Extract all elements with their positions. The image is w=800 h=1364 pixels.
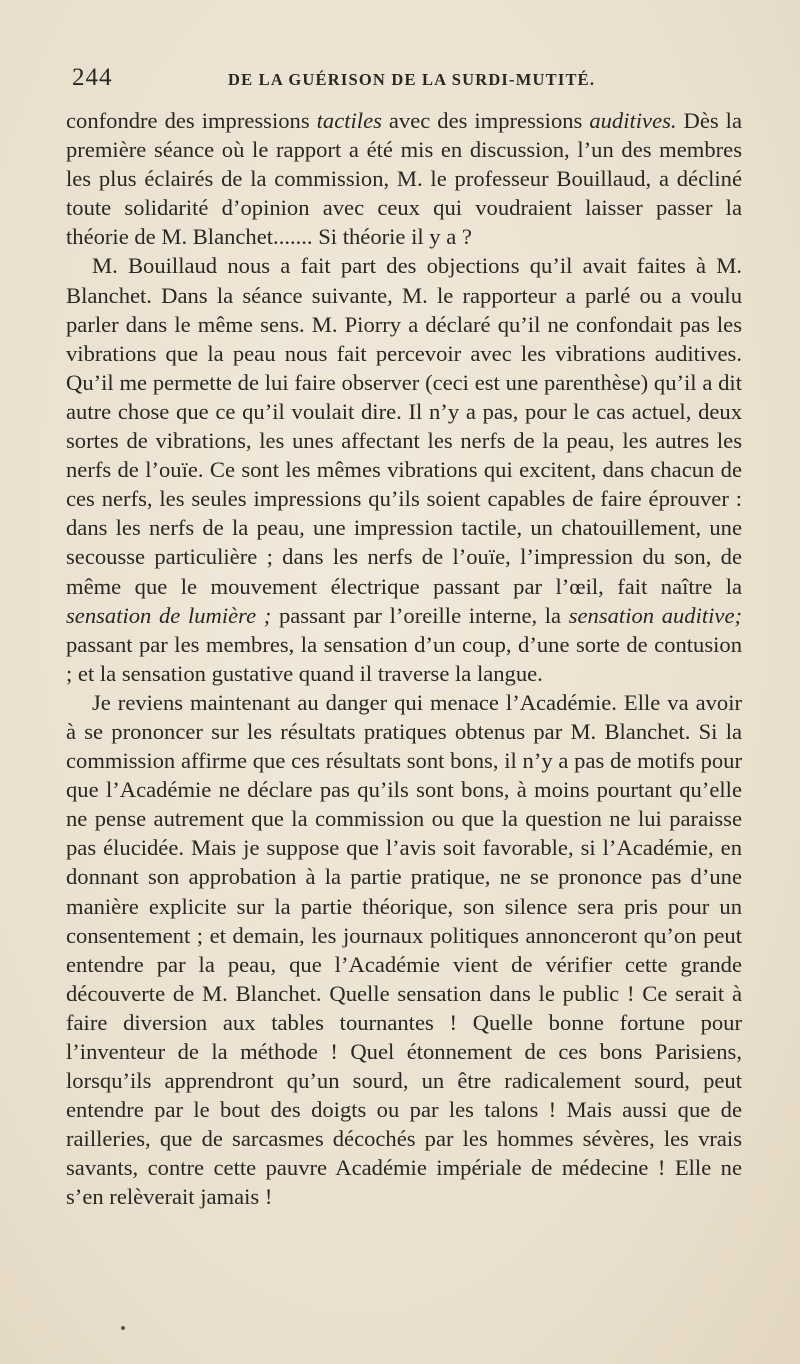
running-title: DE LA GUÉRISON DE LA SURDI-MUTITÉ. <box>228 70 596 89</box>
text-run: avec des impressions <box>381 108 590 133</box>
paragraph-1 <box>66 106 742 251</box>
text-run: confondre des impressions <box>66 108 317 133</box>
italic-run: auditives. <box>589 108 677 133</box>
paragraph-2 <box>66 251 742 687</box>
text-run: Dès la première séance où le rapport a été mis en discussion, l’un des membres les plus éclairés de la commission, M. le professeur Bouillaud, a décliné toute solidarité d’opinion avec ceux qui voudraient laisser passer la théorie de M. Blanchet....... Si théorie il y a ? <box>66 108 742 250</box>
body-text <box>66 106 742 1212</box>
italic-run: tactiles <box>316 108 382 133</box>
paragraph-3 <box>66 688 742 1212</box>
book-page <box>66 62 742 1212</box>
italic-run: sensation de lumière ; <box>66 602 272 628</box>
text-run: passant par l’oreille interne, la <box>271 602 569 628</box>
text-run: passant par les membres, la sensation d’un coup, d’une sorte de contusion ; et la sensation gustative quand il traverse la langue. <box>66 631 742 686</box>
ink-speck <box>121 1326 125 1330</box>
page-number: 244 <box>72 64 113 91</box>
text-run: M. Bouillaud nous a fait part des objections qu’il avait faites à M. Blanchet. Dans la séance suivante, M. le rapporteur a parlé ou a voulu parler dans le même sens. M. Piorry a déclaré qu’il ne confondait pas les vibrations que la peau nous fait percevoir avec les vibrations auditives. Qu’il me permette de lui faire observer (ceci est une parenthèse) qu’il a dit autre chose que ce qu’il voulait dire. Il n’y a pas, pour le cas actuel, deux sortes de vibrations, les unes affectant les nerfs de la peau, les autres les nerfs de l’ouïe. Ce sont les mêmes vibrations qui excitent, dans chacun de ces nerfs, les seules impressions qu’ils soient capables de faire éprouver : dans les nerfs de la peau, une impression tactile, un chatouillement, une secousse particulière ; dans les nerfs de l’ouïe, l’impression du son, de même que le mouvement électrique passant par l’œil, fait naître la <box>66 253 742 599</box>
italic-run: sensation auditive; <box>568 602 743 628</box>
running-head <box>66 62 742 106</box>
text-run: Je reviens maintenant au danger qui menace l’Académie. Elle va avoir à se prononcer sur les résultats pratiques obtenus par M. Blanchet. Si la commission affirme que ces résultats sont bons, il n’y a pas de motifs pour que l’Académie ne déclare pas qu’ils sont bons, à moins pourtant qu’elle ne pense autrement que la commission ou que la question ne lui paraisse pas élucidée. Mais je suppose que l’avis soit favorable, si l’Académie, en donnant son approbation à la partie pratique, ne se prononce pas d’une manière explicite sur la partie théorique, son silence sera pris pour un consentement ; et demain, les journaux politiques annonceront qu’on peut entendre par la peau, que l’Académie vient de vérifier cette grande découverte de M. Blanchet. Quelle sensation dans le public ! Ce serait à faire diversion aux tables tournantes ! Quelle bonne fortune pour l’inventeur de la méthode ! Quel étonnement de ces bons Parisiens, lorsqu’ils apprendront qu’un sourd, un être radicalement sourd, peut entendre par le bout des doigts ou par les talons ! Mais aussi que de railleries, que de sarcasmes décochés par les hommes sévères, les vrais savants, contre cette pauvre Académie impériale de médecine ! Elle ne s’en relèverait jamais ! <box>66 689 742 1210</box>
